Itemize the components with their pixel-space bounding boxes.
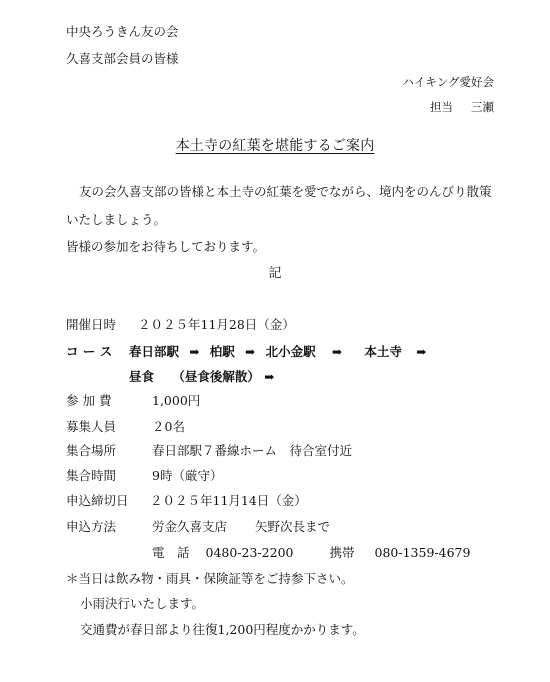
sender-person <box>430 101 494 115</box>
mobile-label: 携帯 <box>329 545 355 560</box>
phone-number: 0480-23-2200 <box>205 545 294 560</box>
note-line-3: 交通費が春日部より往復1,200円程度かかります。 <box>80 622 365 637</box>
sender-name: 三瀬 <box>471 100 494 114</box>
date-label: 開催日時 <box>66 317 117 332</box>
fee-label: 参 加 費 <box>66 393 112 408</box>
course-stop: 昼食 <box>129 369 155 384</box>
body-line-1: 友の会久喜支部の皆様と本土寺の紅葉を愛でながら、境内をのんびり散策 <box>79 184 492 199</box>
course-stop: 本土寺 <box>364 344 402 359</box>
document-title-text: 本土寺の紅葉を堪能するご案内 <box>175 138 375 154</box>
phone-label: 電 話 <box>152 545 190 560</box>
date-value: ２０２５年11月28日（金） <box>138 317 295 332</box>
document-title <box>0 138 550 155</box>
course-label: コ ー ス <box>66 344 113 359</box>
addressee-members: 久喜支部会員の皆様 <box>66 51 179 66</box>
ki-heading: 記 <box>268 266 282 281</box>
arrow-right-icon: ➡ <box>331 345 343 359</box>
course-stop: 北小金駅 <box>265 344 316 359</box>
sender-role: 担当 <box>430 100 453 114</box>
meeting-time-label: 集合時間 <box>66 468 117 483</box>
arrow-right-icon: ➡ <box>189 345 200 359</box>
body-line-2: いたしましょう。 <box>66 212 167 227</box>
meeting-time-value: 9時（厳守） <box>152 468 223 483</box>
note-line-1: ＊当日は飲み物・雨具・保険証等をご持参下さい。 <box>66 571 354 586</box>
sender-organization: ハイキング愛好会 <box>402 75 494 89</box>
arrow-right-icon: ➡ <box>245 345 256 359</box>
capacity-label: 募集人員 <box>66 419 117 434</box>
mobile-number: 080-1359-4679 <box>374 545 471 560</box>
deadline-value: ２０２５年11月14日（金） <box>150 493 307 508</box>
fee-value: 1,000円 <box>152 393 201 408</box>
body-line-3: 皆様の参加をお待ちしております。 <box>66 239 266 254</box>
arrow-right-icon: ➡ <box>416 345 427 359</box>
course-stop: 春日部駅 <box>129 344 180 359</box>
arrow-right-icon: ➡ <box>264 370 275 384</box>
application-method-label: 申込方法 <box>66 519 117 534</box>
course-route-line-2 <box>129 369 280 384</box>
note-line-2: 小雨決行いたします。 <box>80 596 205 611</box>
course-stop: 柏駅 <box>209 344 235 359</box>
application-branch: 労金久喜支店 <box>152 519 228 534</box>
meeting-place-value: 春日部駅７番線ホーム 待合室付近 <box>152 443 353 458</box>
meeting-place-label: 集合場所 <box>66 443 117 458</box>
application-method-value <box>152 519 330 534</box>
course-stop: （昼食後解散） <box>172 369 260 384</box>
deadline-label: 申込締切日 <box>66 493 129 508</box>
capacity-value: ２0名 <box>152 419 185 434</box>
application-contact: 矢野次長まで <box>255 519 331 534</box>
course-route-line-1 <box>129 344 432 359</box>
addressee-organization: 中央ろうきん友の会 <box>66 24 179 39</box>
application-phone-line <box>152 545 470 560</box>
